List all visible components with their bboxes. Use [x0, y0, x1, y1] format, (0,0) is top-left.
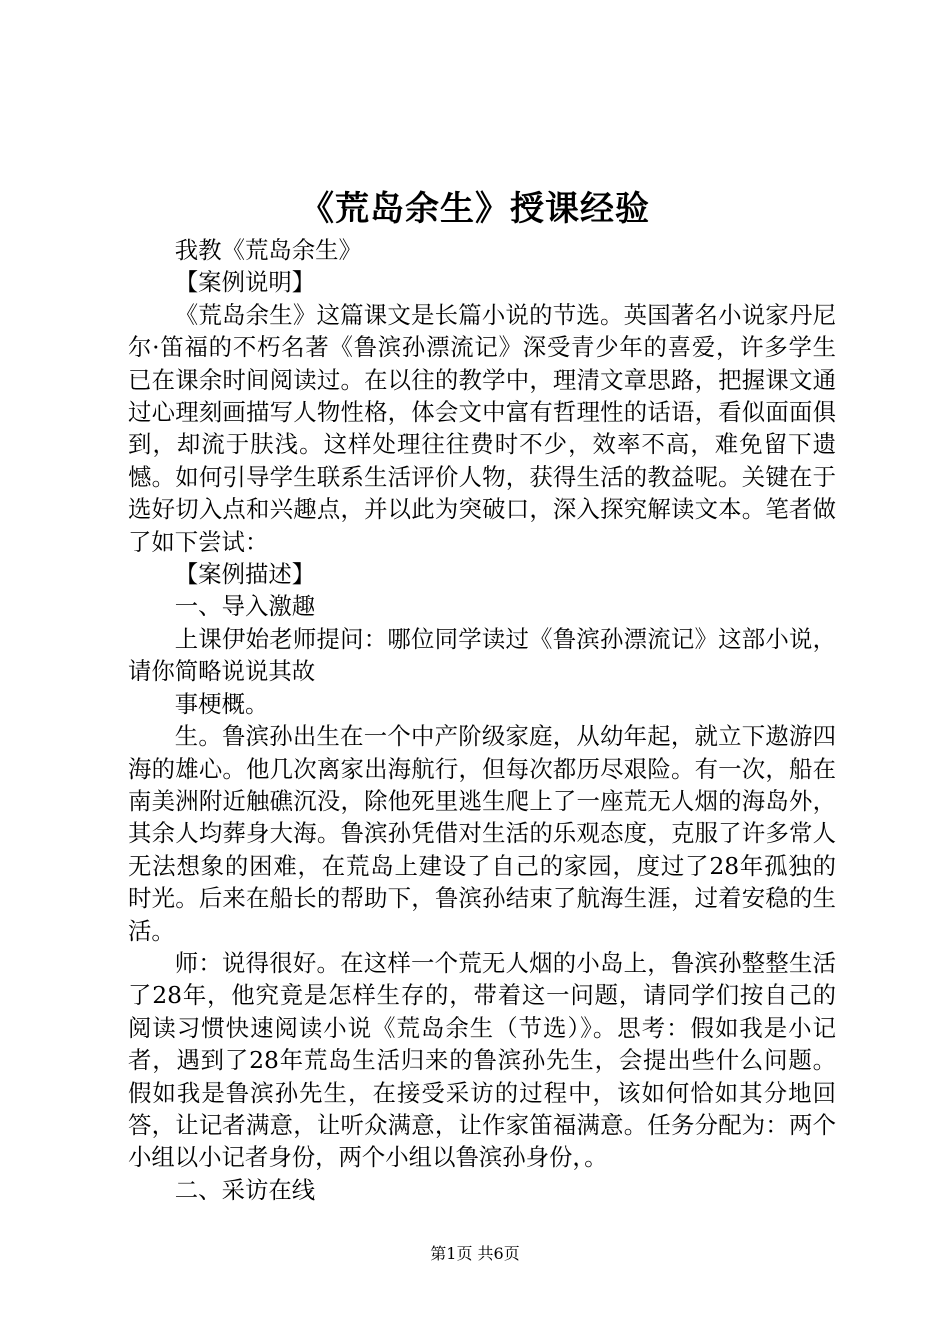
paragraph-case-explanation-heading: 【案例说明】 [174, 268, 316, 297]
paragraph-teacher-question: 上课伊始老师提问：哪位同学读过《鲁滨孙漂流记》这部小说，请你简略说说其故 [128, 624, 836, 686]
paragraph-case-explanation: 《荒岛余生》这篇课文是长篇小说的节选。英国著名小说家丹尼尔·笛福的不朽名著《鲁滨孙漂流记》深受青少年的喜爱，许多学生已在课余时间阅读过。在以往的教学中，理清文章思路，把握课文通过心理刻画描写人物性格，体会文中富有哲理性的话语，看似面面俱到，却流于肤浅。这样处理往往费时不少，效率不高，难免留下遗憾。如何引导学生联系生活评价人物，获得生活的教益呢。关键在于选好切入点和兴趣点，并以此为突破口，深入探究解读文本。笔者做了如下尝试： [128, 300, 836, 556]
paragraph-story-outline: 事梗概。 [174, 689, 269, 718]
paragraph-student-answer: 生。鲁滨孙出生在一个中产阶级家庭，从幼年起，就立下遨游四海的雄心。他几次离家出海航行，但每次都历尽艰险。有一次，船在南美洲附近触礁沉没，除他死里逃生爬上了一座荒无人烟的海岛外，其余人均葬身大海。鲁滨孙凭借对生活的乐观态度，克服了许多常人无法想象的困难，在荒岛上建设了自己的家园，度过了28年孤独的时光。后来在船长的帮助下，鲁滨孙结束了航海生涯，过着安稳的生活。 [128, 722, 836, 945]
page-number-footer: 第1页 共6页 [430, 1244, 520, 1263]
document-title: 《荒岛余生》授课经验 [300, 189, 650, 229]
paragraph-subtitle: 我教《荒岛余生》 [174, 236, 362, 264]
paragraph-teacher-task: 师：说得很好。在这样一个荒无人烟的小岛上，鲁滨孙整整生活了28年，他究竟是怎样生存的，带着这一问题，请同学们按自己的阅读习惯快速阅读小说《荒岛余生（节选）》。思考：假如我是小记者，遇到了28年荒岛生活归来的鲁滨孙先生，会提出些什么问题。假如我是鲁滨孙先生，在接受采访的过程中，该如何恰如其分地回答，让记者满意，让听众满意，让作家笛福满意。任务分配为：两个小组以小记者身份，两个小组以鲁滨孙身份，。 [128, 948, 836, 1172]
paragraph-section-one-heading: 一、导入激趣 [174, 592, 316, 621]
paragraph-case-description-heading: 【案例描述】 [174, 560, 316, 589]
document-body [128, 234, 836, 1206]
paragraph-section-two-heading: 二、采访在线 [174, 1175, 316, 1204]
